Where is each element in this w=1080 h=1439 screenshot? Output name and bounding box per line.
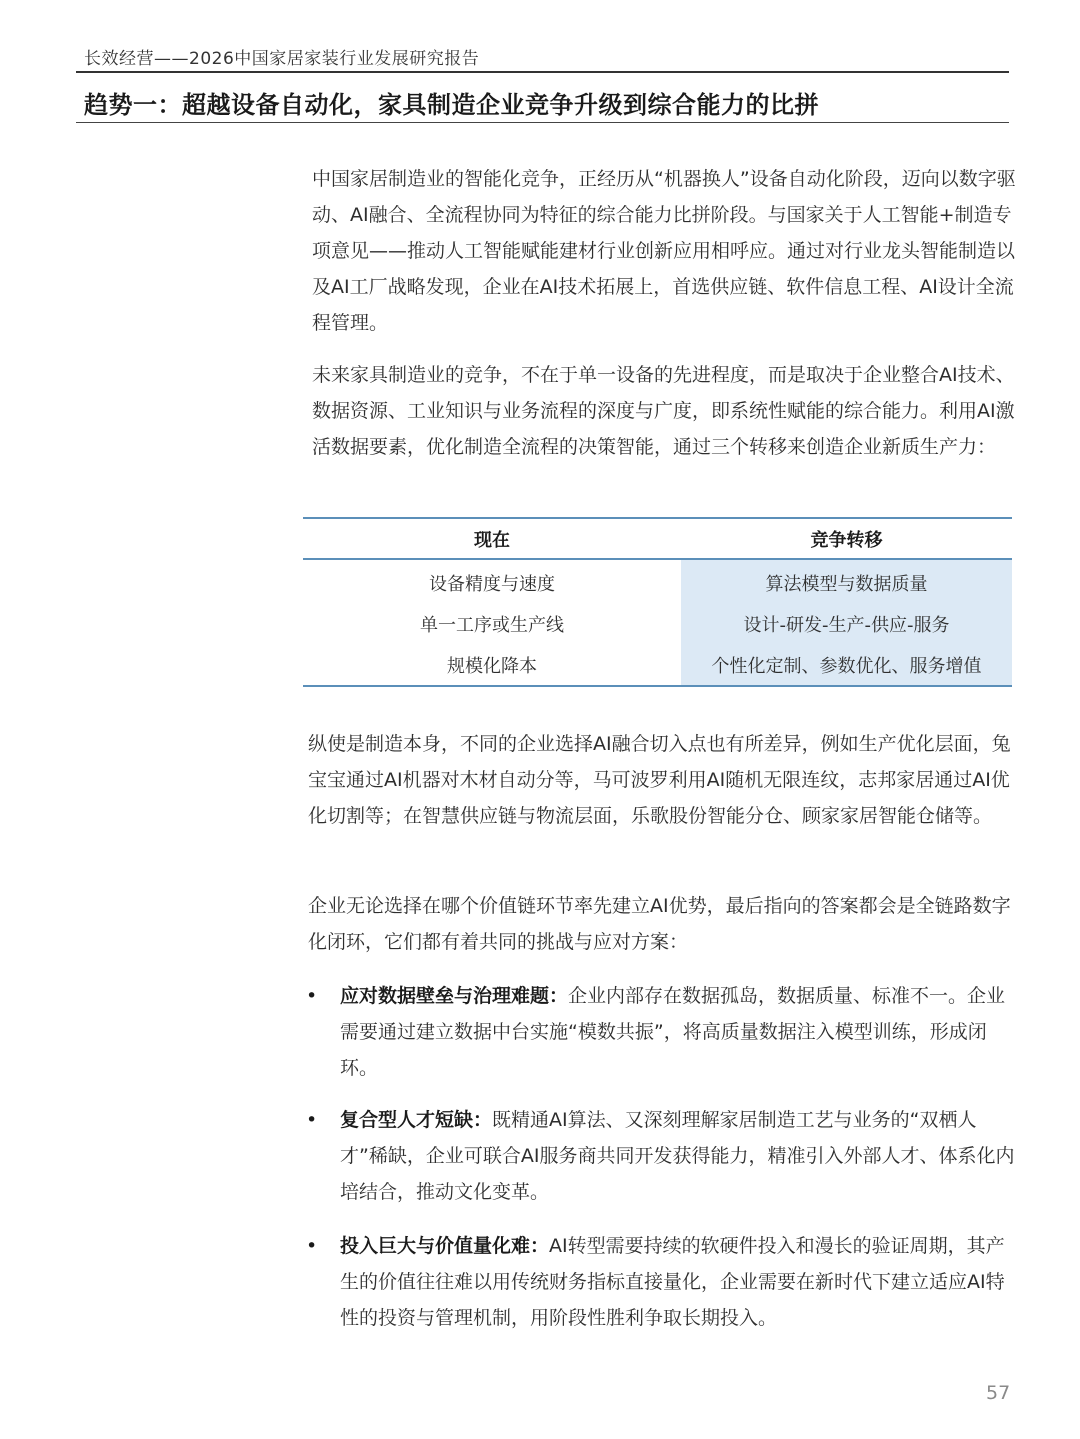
bullet-body xyxy=(340,1102,1016,1210)
bullet-body xyxy=(340,1228,1016,1336)
table-row xyxy=(303,603,1012,644)
entry-point-paragraph: 纵使是制造本身，不同的企业选择AI融合切入点也有所差异，例如生产优化层面，兔宝宝通过AI机器对木材自动分等，马可波罗利用AI随机无限连纹，志邦家居通过AI优化切割等；在智慧供应链与物流层面，乐歌股份智能分仓、顾家家居智能仓储等。 xyxy=(308,733,1011,827)
section-rule xyxy=(76,122,1009,123)
column-header-now: 现在 xyxy=(303,518,681,559)
bullet-text: 企业内部存在数据孤岛，数据质量、标准不一。企业需要通过建立数据中台实施“模数共振”，将高质量数据注入模型训练，形成闭环。 xyxy=(340,985,1006,1079)
table-row xyxy=(303,559,1012,603)
competition-shift-table xyxy=(303,517,1012,687)
table-row xyxy=(303,644,1012,686)
table-cell-now: 单一工序或生产线 xyxy=(420,614,564,636)
bullet-title: 应对数据壁垒与治理难题： xyxy=(340,985,569,1007)
column-header-shift: 竞争转移 xyxy=(681,518,1012,559)
bullet-text: 既精通AI算法、又深刻理解家居制造工艺与业务的“双栖人才”稀缺，企业可联合AI服务商共同开发获得能力，精准引入外部人才、体系化内培结合，推动文化变革。 xyxy=(340,1109,1015,1203)
bullet-title: 复合型人才短缺： xyxy=(340,1109,493,1131)
bullet-text: AI转型需要持续的软硬件投入和漫长的验证周期，其产生的价值往往难以用传统财务指标直接量化，企业需要在新时代下建立适应AI特性的投资与管理机制，用阶段性胜利争取长期投入。 xyxy=(340,1235,1005,1329)
table-cell-shift: 算法模型与数据质量 xyxy=(681,559,1012,603)
bullet-marker: • xyxy=(306,1235,318,1257)
table-header-row xyxy=(303,518,1012,559)
table-cell-now: 规模化降本 xyxy=(303,644,681,686)
header-rule xyxy=(76,71,1009,73)
intro-paragraph: 中国家居制造业的智能化竞争，正经历从“机器换人”设备自动化阶段，迈向以数字驱动、AI融合、全流程协同为特征的综合能力比拼阶段。与国家关于人工智能+制造专项意见——推动人工智能赋能建材行业创新应用相呼应。通过对行业龙头智能制造以及AI工厂战略发现，企业在AI技术拓展上，首选供应链、软件信息工程、AI设计全流程管理。 xyxy=(312,168,1016,334)
page-number: 57 xyxy=(986,1382,1011,1404)
table-cell-now: 设备精度与速度 xyxy=(429,573,555,595)
bullet-body xyxy=(340,978,1016,1086)
report-header-title: 长效经营——2026中国家居家装行业发展研究报告 xyxy=(84,49,480,69)
value-chain-paragraph: 企业无论选择在哪个价值链环节率先建立AI优势，最后指向的答案都会是全链路数字化闭环，它们都有着共同的挑战与应对方案： xyxy=(308,895,1011,953)
bullet-title: 投入巨大与价值量化难： xyxy=(340,1235,550,1257)
bullet-marker: • xyxy=(306,985,318,1007)
section-title: 趋势一：超越设备自动化，家具制造企业竞争升级到综合能力的比拼 xyxy=(84,91,819,119)
table-cell-shift: 设计-研发-生产-供应-服务 xyxy=(681,603,1012,644)
table-cell-shift: 个性化定制、参数优化、服务增值 xyxy=(681,644,1012,686)
bullet-marker: • xyxy=(306,1109,318,1131)
future-competition-paragraph: 未来家具制造业的竞争，不在于单一设备的先进程度，而是取决于企业整合AI技术、数据资源、工业知识与业务流程的深度与广度，即系统性赋能的综合能力。利用AI激活数据要素，优化制造全流程的决策智能，通过三个转移来创造企业新质生产力： xyxy=(312,364,1015,458)
